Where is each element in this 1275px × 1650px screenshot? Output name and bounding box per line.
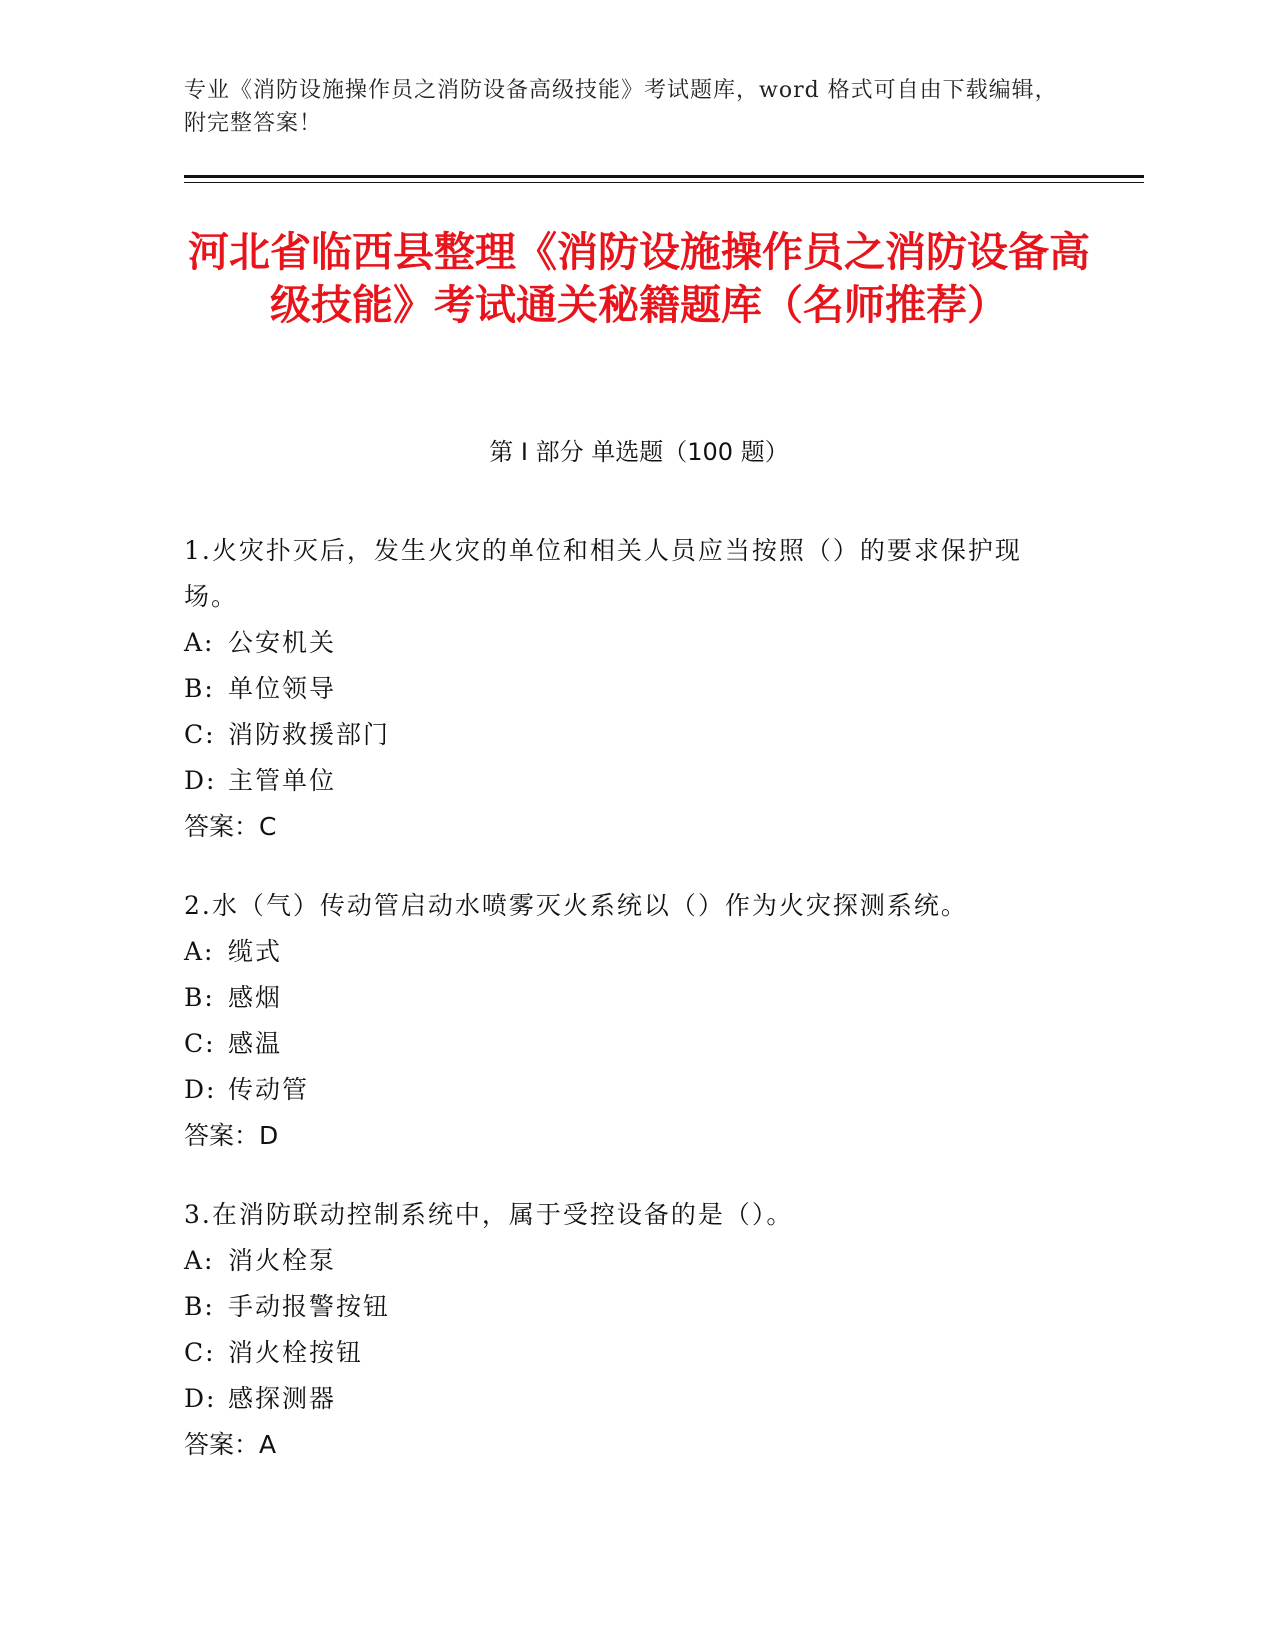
option-b — [184, 1284, 1064, 1330]
option-text: 缆式 — [228, 937, 283, 966]
option-letter: B: — [184, 983, 215, 1012]
question-2 — [184, 883, 1064, 1159]
answer-line: 答案：C — [184, 812, 277, 841]
option-text: 感烟 — [228, 983, 283, 1012]
option-letter: C: — [184, 720, 216, 749]
option-a — [184, 929, 1064, 975]
option-a — [184, 620, 1064, 666]
question-3 — [184, 1192, 1064, 1468]
option-letter: C: — [184, 1029, 216, 1058]
answer-line: 答案：D — [184, 1121, 279, 1150]
option-a — [184, 1238, 1064, 1284]
option-text: 感温 — [228, 1029, 283, 1058]
option-letter: A: — [184, 937, 215, 966]
option-b — [184, 975, 1064, 1021]
option-c — [184, 1330, 1064, 1376]
option-text: 消火栓泵 — [228, 1246, 337, 1275]
header-note: 专业《消防设施操作员之消防设备高级技能》考试题库，word 格式可自由下载编辑，附完整答案！ — [184, 78, 1058, 136]
answer-line: 答案：A — [184, 1430, 277, 1459]
header-divider-thick — [184, 175, 1144, 178]
section-heading: 第 I 部分 单选题（100 题） — [489, 438, 789, 466]
option-letter: D: — [184, 766, 217, 795]
option-d — [184, 1067, 1064, 1113]
option-letter: D: — [184, 1384, 217, 1413]
question-stem: 2.水（气）传动管启动水喷雾灭火系统以（）作为火灾探测系统。 — [184, 891, 968, 920]
option-text: 感探测器 — [228, 1384, 337, 1413]
option-text: 单位领导 — [228, 674, 337, 703]
option-text: 公安机关 — [228, 628, 337, 657]
option-d — [184, 758, 1064, 804]
option-letter: C: — [184, 1338, 216, 1367]
option-text: 消火栓按钮 — [228, 1338, 364, 1367]
question-stem: 3.在消防联动控制系统中，属于受控设备的是（）。 — [184, 1200, 794, 1229]
option-letter: A: — [184, 1246, 215, 1275]
option-text: 主管单位 — [228, 766, 337, 795]
option-c — [184, 1021, 1064, 1067]
option-text: 传动管 — [228, 1075, 310, 1104]
option-c — [184, 712, 1064, 758]
question-list — [184, 528, 1064, 1501]
option-letter: A: — [184, 628, 215, 657]
header-divider-thin — [184, 182, 1144, 183]
option-letter: B: — [184, 674, 215, 703]
option-d — [184, 1376, 1064, 1422]
option-text: 消防救援部门 — [228, 720, 391, 749]
option-b — [184, 666, 1064, 712]
option-letter: D: — [184, 1075, 217, 1104]
question-stem: 1.火灾扑灭后，发生火灾的单位和相关人员应当按照（）的要求保护现场。 — [184, 536, 1022, 611]
document-title: 河北省临西县整理《消防设施操作员之消防设备高级技能》考试通关秘籍题库（名师推荐） — [188, 228, 1090, 329]
question-1 — [184, 528, 1064, 850]
option-letter: B: — [184, 1292, 215, 1321]
option-text: 手动报警按钮 — [228, 1292, 391, 1321]
